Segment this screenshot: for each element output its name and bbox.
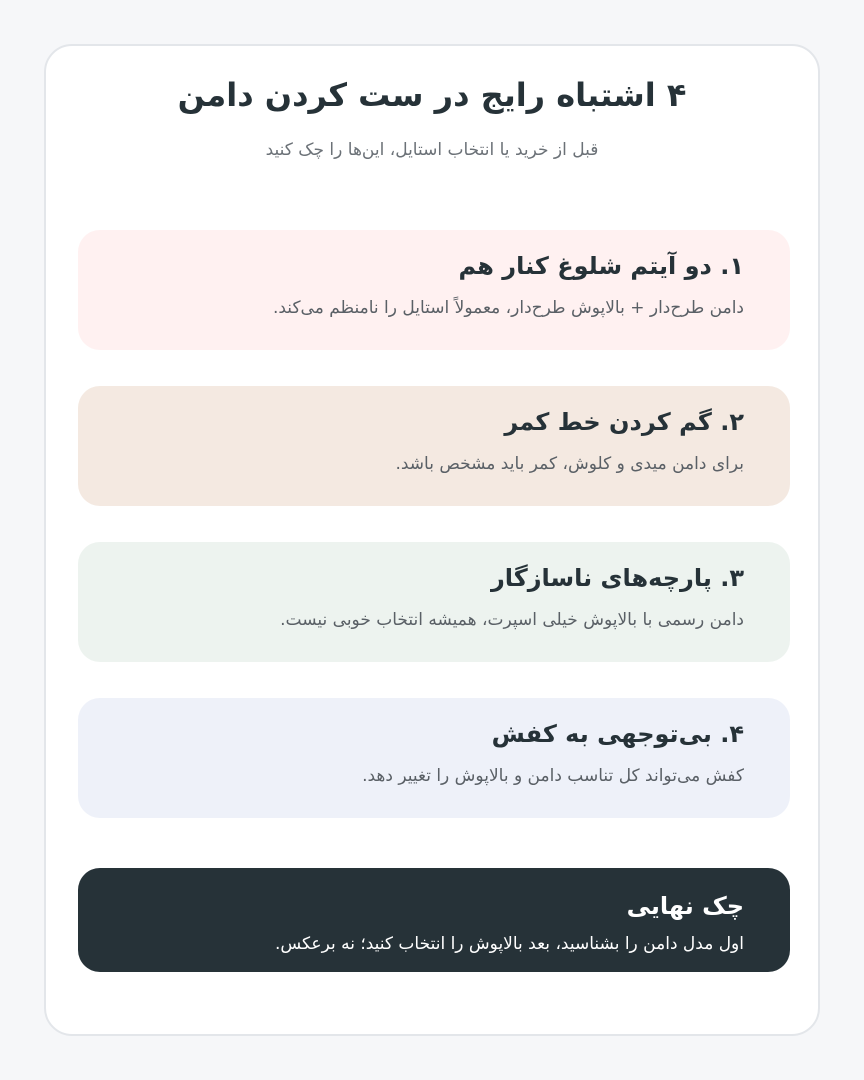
mistake-item-4 xyxy=(78,698,790,818)
mistake-description: کفش می‌تواند کل تناسب دامن و بالاپوش را تغییر دهد. xyxy=(362,766,744,786)
mistake-description: دامن رسمی با بالاپوش خیلی اسپرت، همیشه انتخاب خوبی نیست. xyxy=(280,610,744,630)
tips-card xyxy=(44,44,820,1036)
mistake-description: برای دامن میدی و کلوش، کمر باید مشخص باشد. xyxy=(395,454,744,474)
mistake-item-1 xyxy=(78,230,790,350)
page-subtitle: قبل از خرید یا انتخاب استایل، این‌ها را چک کنید xyxy=(265,140,599,160)
mistake-title: ۴. بی‌توجهی به کفش xyxy=(491,720,744,748)
mistake-title: ۳. پارچه‌های ناسازگار xyxy=(490,564,744,592)
final-check-title: چک نهایی xyxy=(626,892,744,920)
mistake-description: دامن طرح‌دار + بالاپوش طرح‌دار، معمولاً استایل را نامنظم می‌کند. xyxy=(272,298,744,318)
mistake-item-3 xyxy=(78,542,790,662)
mistake-title: ۲. گم کردن خط کمر xyxy=(504,408,744,436)
final-check-box xyxy=(78,868,790,972)
mistake-item-2 xyxy=(78,386,790,506)
page-title: ۴ اشتباه رایج در ست کردن دامن xyxy=(177,76,687,114)
mistake-title: ۱. دو آیتم شلوغ کنار هم xyxy=(458,252,744,280)
final-check-description: اول مدل دامن را بشناسید، بعد بالاپوش را انتخاب کنید؛ نه برعکس. xyxy=(274,934,744,954)
